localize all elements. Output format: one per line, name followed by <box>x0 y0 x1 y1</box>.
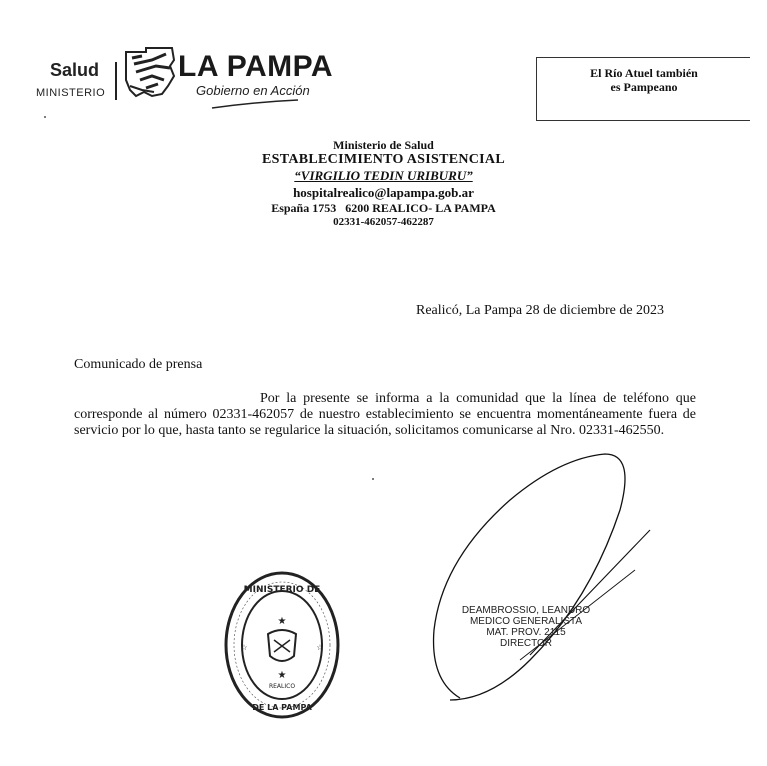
logo-la-pampa: LA PAMPA <box>178 50 334 83</box>
institution-phones: 02331-462057-462287 <box>333 216 434 228</box>
svg-text:★: ★ <box>277 616 287 627</box>
institution-address: España 1753 6200 REALICO- LA PAMPA <box>271 201 496 215</box>
la-pampa-map-icon <box>122 46 178 100</box>
svg-text:☆: ☆ <box>316 643 324 652</box>
letter-subject: Comunicado de prensa <box>74 357 203 372</box>
letter-body-container <box>74 391 696 439</box>
handwritten-signature <box>420 450 670 710</box>
logo-ministerio-subtitle: MINISTERIO <box>36 87 106 99</box>
speck <box>372 478 374 480</box>
motto-line-2: es Pampeano <box>610 80 678 94</box>
signer-role: DIRECTOR <box>499 638 553 649</box>
svg-text:☆: ☆ <box>240 643 248 652</box>
motto-line-1: El Río Atuel también <box>590 66 698 80</box>
letter-body: Por la presente se informa a la comunidad que la línea de teléfono que corresponde al número 02331-462057 de nuestro establecimiento se encuentra momentáneamente fuera de servicio por lo que, hasta tanto se regularice la situación, solicitamos comunicarse al Nro. 02331-462550. <box>74 391 696 438</box>
logo-divider <box>115 62 117 100</box>
svg-text:REALICO: REALICO <box>268 683 296 690</box>
signer-registration: MAT. PROV. 2115 <box>486 627 566 638</box>
logo-tagline: Gobierno en Acción <box>196 83 310 98</box>
signature-block <box>456 605 596 649</box>
institution-email: hospitalrealico@lapampa.gob.ar <box>293 185 474 200</box>
hospital-name: “VIRGILIO TEDIN URIBURU” <box>294 168 473 183</box>
signer-name: DEAMBROSSIO, LEANDRO <box>461 605 591 616</box>
speck <box>44 116 46 118</box>
letter-date: Realicó, La Pampa 28 de diciembre de 2023 <box>416 303 665 318</box>
institution-name: ESTABLECIMIENTO ASISTENCIAL <box>262 152 505 167</box>
signer-title: MEDICO GENERALISTA <box>469 616 583 627</box>
svg-text:DE LA PAMPA: DE LA PAMPA <box>252 703 312 712</box>
ministry-name: Ministerio de Salud <box>333 138 434 152</box>
logo-salud-title: Salud <box>50 60 100 80</box>
logo-swoosh <box>210 98 300 110</box>
official-seal <box>222 570 342 720</box>
motto-text <box>560 66 728 94</box>
svg-text:★: ★ <box>277 670 287 681</box>
svg-text:MINISTERIO DE: MINISTERIO DE <box>243 585 321 595</box>
